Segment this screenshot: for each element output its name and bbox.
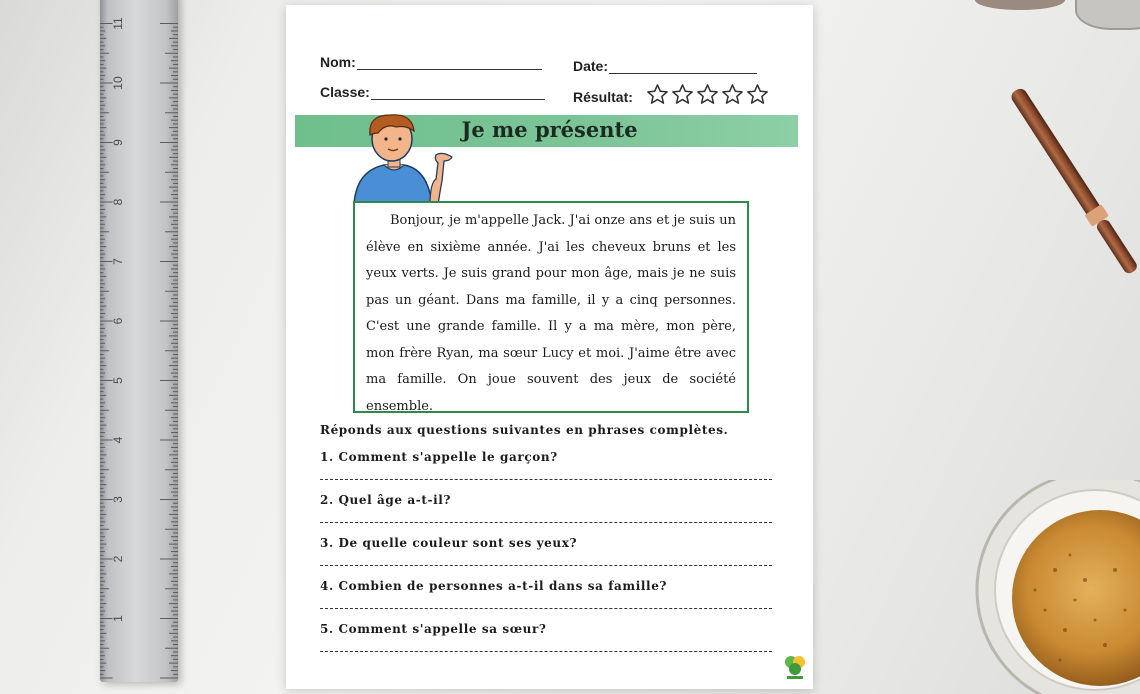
star-icon[interactable] <box>721 83 744 106</box>
rating-stars[interactable] <box>646 83 769 106</box>
date-field[interactable] <box>573 58 757 74</box>
nom-label: Nom: <box>320 54 356 70</box>
story-text-box <box>353 201 749 413</box>
ruler-number: 5 <box>111 377 125 384</box>
nom-field[interactable] <box>320 54 542 70</box>
question-1: 1. Comment s'appelle le garçon? <box>320 450 558 464</box>
ruler-number: 10 <box>111 76 125 90</box>
corner-object-decoration <box>975 0 1065 10</box>
question-5: 5. Comment s'appelle sa sœur? <box>320 622 547 636</box>
classe-line[interactable] <box>371 99 545 100</box>
resultat-label: Résultat: <box>573 89 633 105</box>
ruler-markings <box>100 0 178 682</box>
question-2: 2. Quel âge a-t-il? <box>320 493 452 507</box>
ruler-number: 11 <box>111 17 125 30</box>
star-icon[interactable] <box>696 83 719 106</box>
ruler-number: 6 <box>111 317 125 325</box>
resultat-field <box>573 89 633 105</box>
question-3: 3. De quelle couleur sont ses yeux? <box>320 536 578 550</box>
story-paragraph: Bonjour, je m'appelle Jack. J'ai onze ans et je suis un élève en sixième année. J'ai les cheveux bruns et les yeux verts. Je suis grand pour mon âge, mais je ne suis pas un géant. Dans ma famille, il y a cinq personnes. C'est une grande famille. Il y a ma mère, mon père, mon frère Ryan, ma sœur Lucy et moi. J'aime être avec ma famille. On joue souvent des jeux de société ensemble. <box>366 213 736 414</box>
coffee-cup-decoration <box>975 480 1140 694</box>
star-icon[interactable] <box>746 83 769 106</box>
worksheet-title: Je me présente <box>461 117 638 142</box>
ruler-number: 9 <box>111 139 125 146</box>
question-4: 4. Combien de personnes a-t-il dans sa famille? <box>320 579 668 593</box>
date-label: Date: <box>573 58 609 74</box>
ruler-number: 4 <box>111 436 125 444</box>
ruler-number: 1 <box>111 615 125 622</box>
ruler-number: 2 <box>111 555 125 563</box>
answer-line-5[interactable] <box>320 651 772 652</box>
dish-decoration <box>1075 0 1140 30</box>
publisher-logo <box>783 652 807 682</box>
instructions: Réponds aux questions suivantes en phrases complètes. <box>320 423 729 437</box>
ruler-number: 7 <box>111 258 125 265</box>
star-icon[interactable] <box>646 83 669 106</box>
star-icon[interactable] <box>671 83 694 106</box>
ruler-number: 3 <box>111 496 125 503</box>
answer-line-2[interactable] <box>320 522 772 523</box>
classe-label: Classe: <box>320 84 370 100</box>
date-line[interactable] <box>609 73 757 74</box>
answer-line-1[interactable] <box>320 479 772 480</box>
classe-field[interactable] <box>320 84 545 100</box>
answer-line-4[interactable] <box>320 608 772 609</box>
nom-line[interactable] <box>357 69 542 70</box>
ruler <box>100 0 178 682</box>
answer-line-3[interactable] <box>320 565 772 566</box>
ruler-number: 8 <box>111 198 125 206</box>
worksheet-paper <box>286 5 813 689</box>
pen-decoration <box>1000 80 1140 310</box>
